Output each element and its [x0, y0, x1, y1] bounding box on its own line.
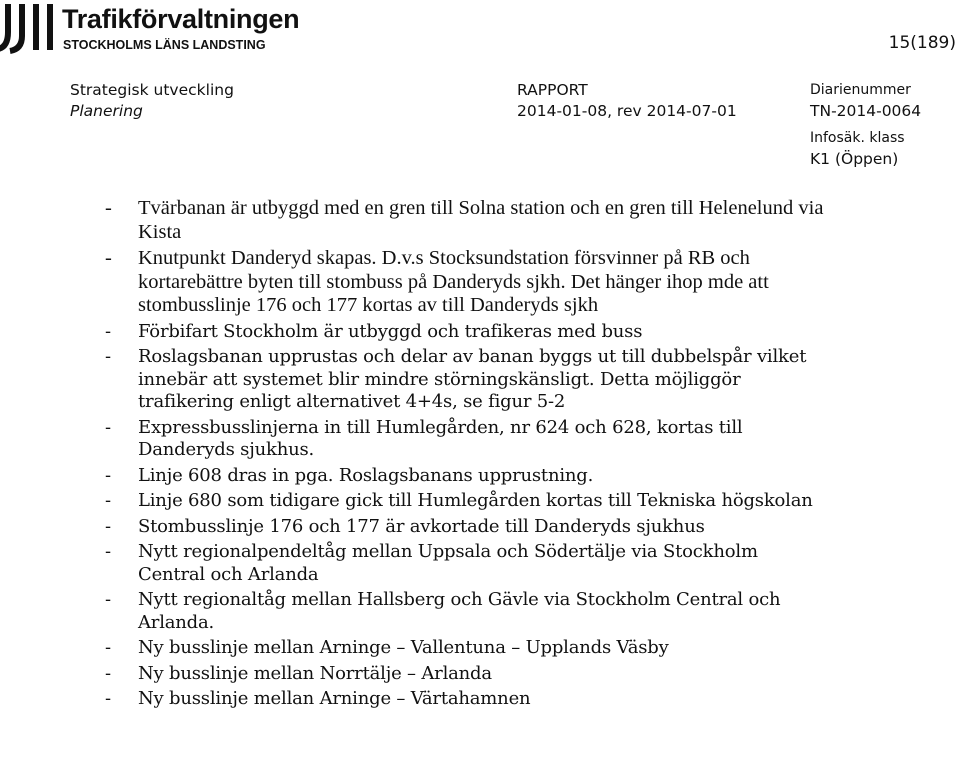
registry-number: TN-2014-0064 [810, 102, 922, 120]
list-dash: - [105, 197, 112, 219]
list-item [105, 346, 825, 414]
organization-logo [0, 2, 330, 54]
list-item-text: Stombusslinje 176 och 177 är avkortade till Danderyds sjukhus [138, 515, 705, 537]
list-item-text: Ny busslinje mellan Arninge – Vallentuna – Upplands Väsby [138, 637, 669, 658]
list-item [105, 417, 825, 462]
section-name: Planering [70, 102, 143, 120]
list-item-text: Linje 608 dras in pga. Roslagsbanans upprustning. [138, 464, 594, 486]
list-item [105, 663, 825, 686]
list-item [105, 247, 825, 318]
bullet-list [105, 197, 825, 711]
list-item [105, 589, 825, 634]
logo-mark-icon [0, 2, 58, 54]
list-item-text: Roslagsbanan upprustas och delar av banan byggs ut till dubbelspår vilket innebär att systemet blir mindre störningskänsligt. Detta möjliggör trafikering enligt alternativet 4+4s, se figur 5-2 [138, 346, 807, 412]
list-dash: - [105, 346, 111, 367]
list-dash: - [105, 662, 111, 684]
list-item-text: Ny busslinje mellan Arninge – Värtahamnen [138, 688, 531, 709]
list-dash: - [105, 515, 111, 537]
list-item-text: Expressbusslinjerna in till Humlegården, nr 624 och 628, kortas till Danderyds sjukhus. [138, 416, 743, 460]
page-number: 15(189) [888, 33, 956, 53]
document-type: RAPPORT [517, 81, 588, 99]
list-item [105, 321, 825, 344]
header-department-block [70, 80, 234, 122]
list-item [105, 516, 825, 539]
department-name: Strategisk utveckling [70, 81, 234, 99]
list-item-text: Knutpunkt Danderyd skapas. D.v.s Stocksundstation försvinner på RB och kortarebättre byten till stombuss på Danderyds sjkh. Det hänger ihop mde att stombusslinje 176 och 177 kortas av till Danderyds sjkh [138, 247, 769, 316]
registry-label: Diarienummer [810, 82, 911, 98]
list-item-text: Ny busslinje mellan Norrtälje – Arlanda [138, 662, 492, 684]
list-item-text: Tvärbanan är utbyggd med en gren till Solna station och en gren till Helenelund via Kista [138, 197, 824, 243]
list-item [105, 465, 825, 488]
list-dash: - [105, 247, 112, 269]
list-item-text: Nytt regionaltåg mellan Hallsberg och Gävle via Stockholm Central och Arlanda. [138, 589, 781, 633]
list-item [105, 197, 825, 244]
list-item [105, 490, 825, 513]
logo-title: Trafikförvaltningen [62, 4, 300, 34]
list-item [105, 541, 825, 586]
list-item-text: Linje 680 som tidigare gick till Humlegården kortas till Tekniska högskolan [138, 490, 813, 511]
list-dash: - [105, 589, 111, 610]
list-item [105, 688, 825, 711]
list-dash: - [105, 464, 111, 486]
list-item [105, 637, 825, 660]
list-dash: - [105, 320, 111, 342]
list-dash: - [105, 541, 111, 562]
list-dash: - [105, 688, 111, 709]
document-date: 2014-01-08, rev 2014-07-01 [517, 102, 737, 120]
list-item-text: Förbifart Stockholm är utbyggd och trafikeras med buss [138, 320, 643, 342]
classification-label: Infosäk. klass [810, 130, 905, 146]
header-registry-block [810, 80, 921, 170]
list-dash: - [105, 637, 111, 658]
list-item-text: Nytt regionalpendeltåg mellan Uppsala och Södertälje via Stockholm Central och Arlanda [138, 541, 758, 585]
classification-value: K1 (Öppen) [810, 150, 899, 168]
header-document-block [517, 80, 737, 122]
list-dash: - [105, 490, 111, 511]
logo-subtitle: STOCKHOLMS LÄNS LANDSTING [63, 38, 266, 52]
list-dash: - [105, 416, 111, 438]
